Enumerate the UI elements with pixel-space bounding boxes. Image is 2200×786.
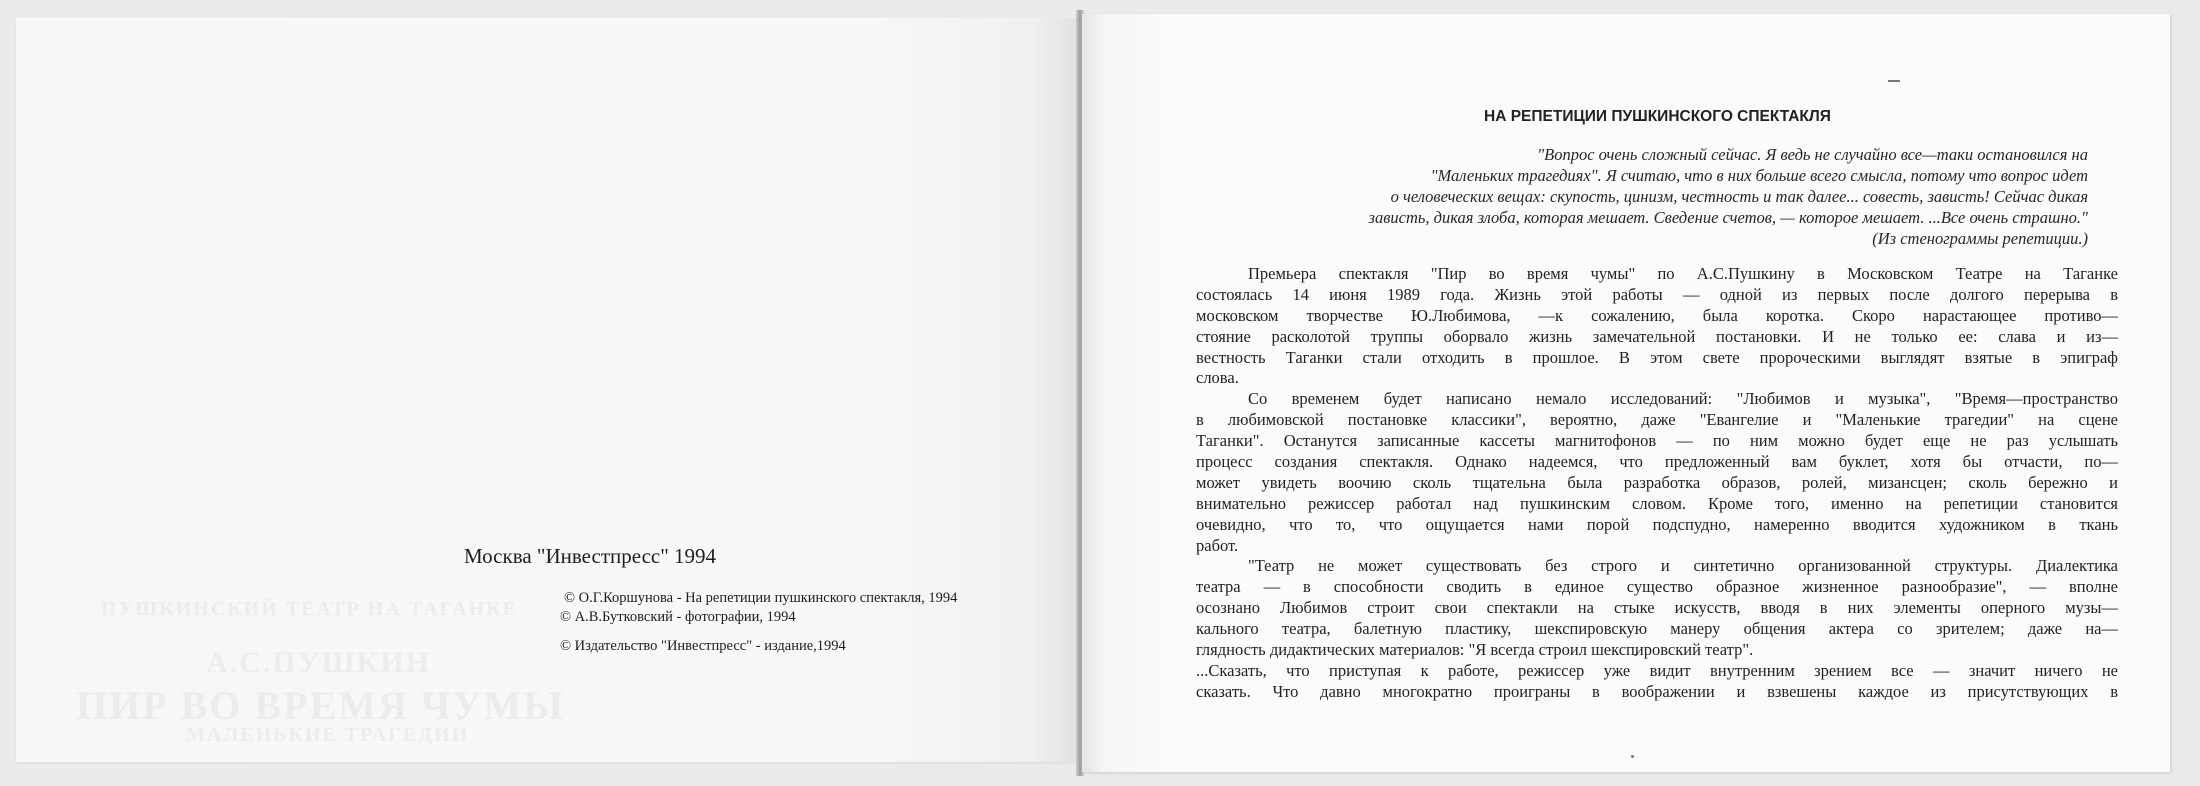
body-line: стояние расколотой труппы оборвало жизнь замечательной постановки. И не только ее: слава и из— <box>1196 326 2118 346</box>
ghost-text-theatre: ПУШКИНСКИЙ ТЕАТР НА ТАГАНКЕ <box>101 598 518 620</box>
epigraph-line: "Маленьких трагедиях". Я считаю, что в них больше всего смысла, потому что вопрос идет <box>1430 166 2088 185</box>
article-title: НА РЕПЕТИЦИИ ПУШКИНСКОГО СПЕКТАКЛЯ <box>1484 108 1831 125</box>
left-page <box>16 18 1076 762</box>
scan-mark <box>1888 80 1900 82</box>
imprint-publisher-line: Москва "Инвестпресс" 1994 <box>464 544 717 568</box>
right-page <box>1082 14 2170 772</box>
body-line: ...Сказать, что приступая к работе, режиссер уже видит внутренним зрением все — значит ничего не <box>1196 660 2118 680</box>
epigraph-line: о человеческих вещах: скупость, цинизм, честность и так далее... совесть, зависть! Сейчас дикая <box>1390 187 2088 206</box>
body-line: в любимовской постановке классики", вероятно, даже "Евангелие и "Маленькие трагедии" на сцене <box>1196 410 2118 430</box>
copyright-publisher: © Издательство "Инвестпресс" - издание,1994 <box>560 638 846 654</box>
body-line: театра — в способности сводить в единое существо образное жизненное разнообразие", — вполне <box>1196 577 2118 597</box>
body-line: может увидеть воочию сколь тщательна была разработка образов, ролей, мизансцен; сколь бережно и <box>1196 472 2118 492</box>
body-line: процесс создания спектакля. Однако надеемся, что предложенный вам буклет, хотя бы отчасти, по— <box>1196 452 2118 472</box>
body-line: глядность дидактических материалов: "Я всегда строил шекспировский театр". <box>1196 640 1754 660</box>
body-line: московском творчестве Ю.Любимова, —к сожалению, была коротка. Скоро нарастающее противо— <box>1196 305 2118 325</box>
body-line: "Театр не может существовать без строго и синтетично организованной структуры. Диалектика <box>1248 556 2118 576</box>
article-body <box>1196 264 2118 703</box>
epigraph-line: зависть, дикая злоба, которая мешает. Сведение счетов, — которое мешает. ...Все очень страшно." <box>1368 208 2088 227</box>
body-line: кального театра, балетную пластику, шекспировскую манеру общения актера со зрителем; даже на— <box>1196 619 2118 639</box>
copyright-photos: © А.В.Бутковский - фотографии, 1994 <box>560 609 796 625</box>
body-line: работ. <box>1196 535 1239 555</box>
scan-mark <box>1631 755 1634 758</box>
body-line: Со временем будет написано немало исследований: "Любимов и музыка", "Время—пространство <box>1248 389 2118 409</box>
body-line: состоялась 14 июня 1989 года. Жизнь этой работы — одной из первых после долгого перерыва в <box>1196 284 2118 304</box>
body-line: вестность Таганки стали отходить в прошлое. В этом свете пророческими выглядят взятые в эпиграф <box>1196 347 2118 367</box>
body-line: Таганки". Останутся записанные кассеты магнитофонов — по ним можно будет еще не раз услышать <box>1196 431 2118 451</box>
body-line: сказать. Что давно многократно проиграны в воображении и взвешены каждое из присутствующих в <box>1196 681 2118 701</box>
epigraph-line: "Вопрос очень сложный сейчас. Я ведь не случайно все—таки остановился на <box>1537 145 2088 164</box>
copyright-author: © О.Г.Коршунова - На репетиции пушкинского спектакля, 1994 <box>564 590 958 606</box>
body-line: Премьера спектакля "Пир во время чумы" по А.С.Пушкину в Московском Театре на Таганке <box>1248 264 2118 283</box>
ghost-text-author: А.С.ПУШКИН <box>206 646 432 679</box>
ghost-text-subtitle: МАЛЕНЬКИЕ ТРАГЕДИИ <box>186 724 470 746</box>
body-line: очевидно, что то, что ощущается нами порой подспудно, намеренно вводится художником в ткань <box>1196 514 2118 534</box>
body-line: внимательно режиссер работал над пушкинским словом. Кроме того, именно на репетиции становится <box>1196 493 2118 513</box>
body-line: осознано Любимов строит свои спектакли на стыке искусств, вводя в них элементы оперного музы— <box>1196 598 2118 618</box>
body-line: слова. <box>1196 368 1239 388</box>
epigraph-source: (Из стенограммы репетиции.) <box>1872 229 2088 248</box>
ghost-text-play-title: ПИР ВО ВРЕМЯ ЧУМЫ <box>76 683 565 728</box>
